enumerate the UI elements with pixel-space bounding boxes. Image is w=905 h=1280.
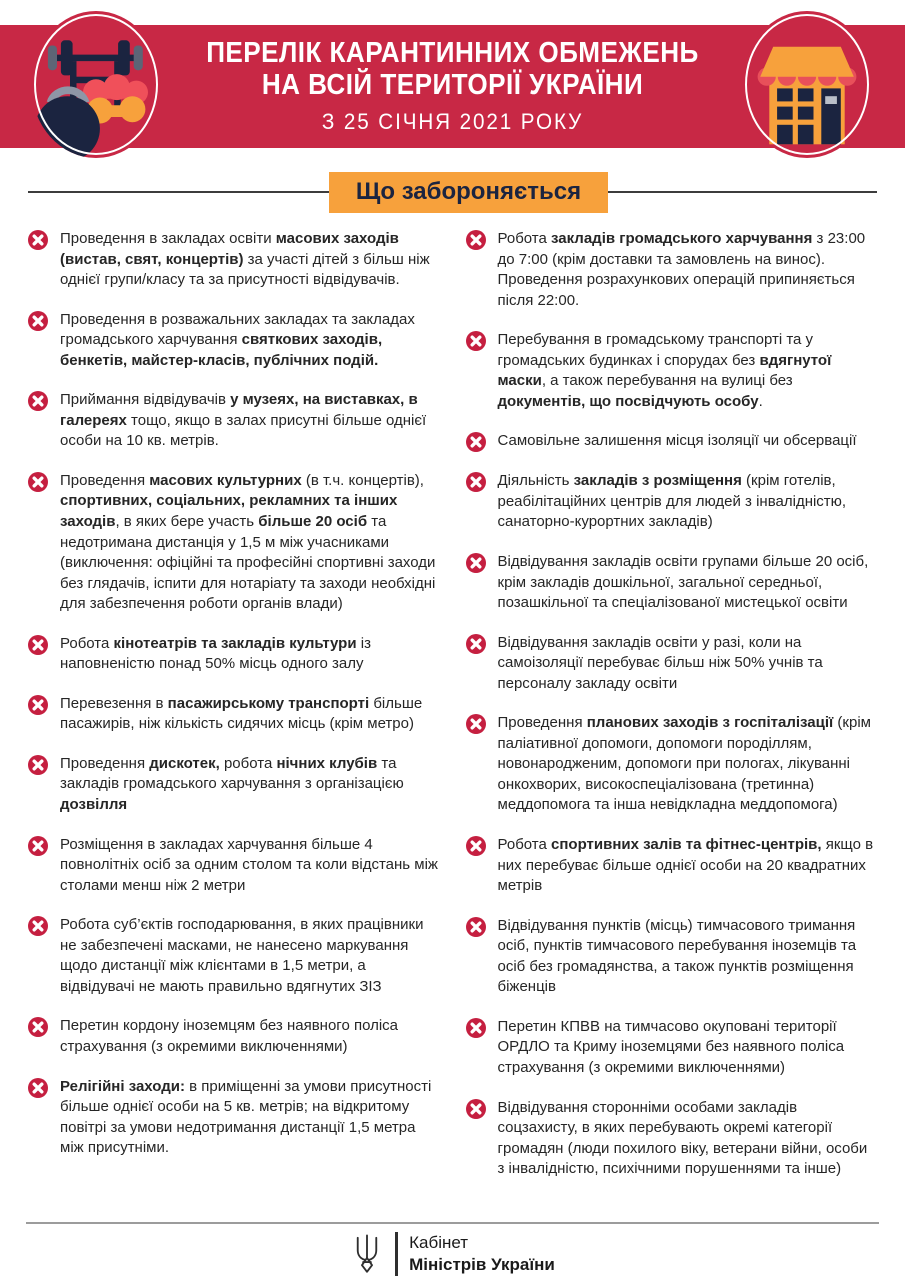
prohibition-text: Робота кінотеатрів та закладів культури із наповненістю понад 50% місць одного залу (60, 634, 371, 673)
prohibition-item (466, 633, 878, 695)
prohibition-item (28, 390, 440, 452)
prohibition-text: Проведення дискотек, робота нічних клубів та закладів громадського харчування з організацією дозвілля (60, 754, 404, 814)
prohibited-badge-label: Що забороняється (355, 178, 582, 205)
cross-icon (466, 1018, 486, 1038)
cross-icon (28, 635, 48, 655)
cross-icon (28, 916, 48, 936)
footer (0, 1222, 905, 1280)
cross-icon (466, 917, 486, 937)
prohibition-text: Перетин кордону іноземцям без наявного поліса страхування (з окремими виключеннями) (60, 1017, 399, 1055)
prohibition-text: Перетин КПВВ на тимчасово окуповані території ОРДЛО та Криму іноземцями без наявного поліса страхування (з окремими виключеннями) (497, 1017, 845, 1076)
prohibition-item (28, 1016, 440, 1057)
prohibition-item (466, 916, 878, 998)
cross-icon (466, 836, 486, 856)
cross-icon (28, 695, 48, 715)
prohibition-item (28, 1077, 440, 1159)
prohibition-text: Проведення в розважальних закладах та закладах громадського харчування святкових заходів, бенкетів, майстер-класів, публічних подій. (60, 310, 415, 369)
prohibition-item (28, 229, 440, 291)
prohibition-text: Відвідування сторонніми особами закладів соцзахисту, в яких перебувають окремі категорії громадян (люди похилого віку, ветерани війни, особи з інвалідністю, психічними порушеннями та інше) (497, 1098, 868, 1178)
cross-icon (28, 1078, 48, 1098)
section-header (0, 172, 905, 212)
cross-icon (466, 714, 486, 734)
column-right (466, 229, 878, 1199)
cross-icon (28, 472, 48, 492)
column-left (28, 229, 440, 1199)
prohibition-text: Релігійні заходи: в приміщенні за умови присутності більше однієї особи на 5 кв. метрів; на відкритому повітрі за умови недотримання дистанції 1,5 метра між присутніми. (60, 1077, 432, 1157)
prohibition-text: Проведення в закладах освіти масових заходів (вистав, свят, концертів) за участі дітей з більш ніж однієї групи/класу та за присутності відвідувачів. (60, 230, 430, 289)
cross-icon (28, 391, 48, 411)
prohibitions-list (0, 229, 905, 1199)
prohibition-item (28, 835, 440, 897)
prohibited-badge (329, 172, 608, 213)
cross-icon (28, 311, 48, 331)
cross-icon (466, 472, 486, 492)
cross-icon (466, 331, 486, 351)
prohibition-item (28, 694, 440, 735)
footer-divider (26, 1222, 879, 1224)
prohibition-item (28, 915, 440, 997)
prohibition-item (466, 835, 878, 897)
prohibition-item (28, 634, 440, 675)
prohibition-text: Самовільне залишення місця ізоляції чи обсервації (497, 432, 857, 450)
cross-icon (28, 836, 48, 856)
header (0, 25, 905, 148)
prohibition-text: Перевезення в пасажирському транспорті більше пасажирів, ніж кількість сидячих місць (крім метро) (60, 694, 423, 733)
cross-icon (466, 1099, 486, 1119)
prohibition-text: Перебування в громадському транспорті та у громадських будинках і спорудах без вдягнутої маски, а також перебування на вулиці без документів, що посвідчують особу. (497, 331, 832, 410)
gym-equipment-icon (31, 11, 161, 158)
prohibition-item (466, 431, 878, 452)
cross-icon (28, 230, 48, 250)
prohibition-text: Розміщення в закладах харчування більше 4 повнолітніх осіб за одним столом та коли відстань між столами менш ніж 2 метри (60, 835, 438, 894)
prohibition-text: Відвідування закладів освіти групами більше 20 осіб, крім закладів дошкільної, загальної середньої, позашкільної та спеціалізованої мистецької освіти (497, 553, 869, 612)
prohibition-item (466, 1098, 878, 1180)
prohibition-text: Робота закладів громадського харчування з 23:00 до 7:00 (крім доставки та замовлень на винос). Проведення розрахункових операцій припиняється після 22:00. (497, 230, 866, 309)
prohibition-item (28, 310, 440, 372)
storefront-icon (742, 11, 872, 158)
cross-icon (28, 755, 48, 775)
logo-separator (395, 1232, 398, 1276)
prohibition-item (466, 471, 878, 533)
prohibition-text: Проведення планових заходів з госпіталізації (крім паліативної допомоги, допомоги породіллям, новонародженим, допомоги при пологах, лікуванні онкохворих, високоспеціалізована (третинна) меддопомога та інша невідкладна меддопомога) (497, 714, 871, 814)
prohibition-item (466, 713, 878, 816)
cabinet-of-ministers-logo (0, 1232, 905, 1276)
cross-icon (466, 553, 486, 573)
cross-icon (466, 230, 486, 250)
prohibition-text: Приймання відвідувачів у музеях, на виставках, в галереях тощо, якщо в залах присутні більше однієї особи на 10 кв. метрів. (60, 391, 427, 450)
prohibition-text: Проведення масових культурних (в т.ч. концертів), спортивних, соціальних, рекламних та інших заходів, в яких бере участь більше 20 осіб та недотримана дистанція у 1,5 м між учасниками (виключення: офіційні та професійні спортивні заходи без глядачів, іспити для нотаріату та заходи необхідні для забезпечення роботи органів влади) (60, 471, 436, 613)
prohibition-text: Робота спортивних залів та фітнес-центрів, якщо в них перебуває більше однієї особи на 20 квадратних метрів (497, 836, 874, 895)
org-name-line1: Кабінет (409, 1233, 469, 1252)
prohibition-text: Діяльність закладів з розміщення (крім готелів, реабілітаційних центрів для людей з інвалідністю, санаторно-курортних закладів) (497, 472, 847, 531)
prohibition-item (28, 471, 440, 615)
page-title-line1: ПЕРЕЛІК КАРАНТИННИХ ОБМЕЖЕНЬ (206, 37, 699, 69)
page-subtitle-date: З 25 СІЧНЯ 2021 РОКУ (321, 108, 584, 134)
cross-icon (466, 634, 486, 654)
prohibition-text: Відвідування закладів освіти у разі, коли на самоізоляції перебуває більш ніж 50% учнів та персоналу закладу освіти (497, 633, 823, 692)
prohibition-item (466, 330, 878, 412)
tryzub-icon (350, 1232, 384, 1276)
prohibition-item (28, 754, 440, 816)
prohibition-item (466, 552, 878, 614)
org-name (409, 1232, 555, 1276)
cross-icon (28, 1017, 48, 1037)
cross-icon (466, 432, 486, 452)
prohibition-text: Робота суб’єктів господарювання, в яких працівники не забезпечені масками, не нанесено маркування щодо дистанції між клієнтами в 1,5 метри, а відвідувачі не мають правильно вдягнутих ЗІЗ (60, 916, 424, 995)
prohibition-item (466, 229, 878, 311)
prohibition-item (466, 1017, 878, 1079)
org-name-line2: Міністрів України (409, 1255, 555, 1275)
page-title-line2: НА ВСІЙ ТЕРИТОРІЇ УКРАЇНИ (261, 68, 644, 101)
prohibition-text: Відвідування пунктів (місць) тимчасового тримання осіб, пунктів тимчасового перебування іноземців та осіб без громадянства, а також пунктів розміщення біженців (497, 916, 857, 996)
